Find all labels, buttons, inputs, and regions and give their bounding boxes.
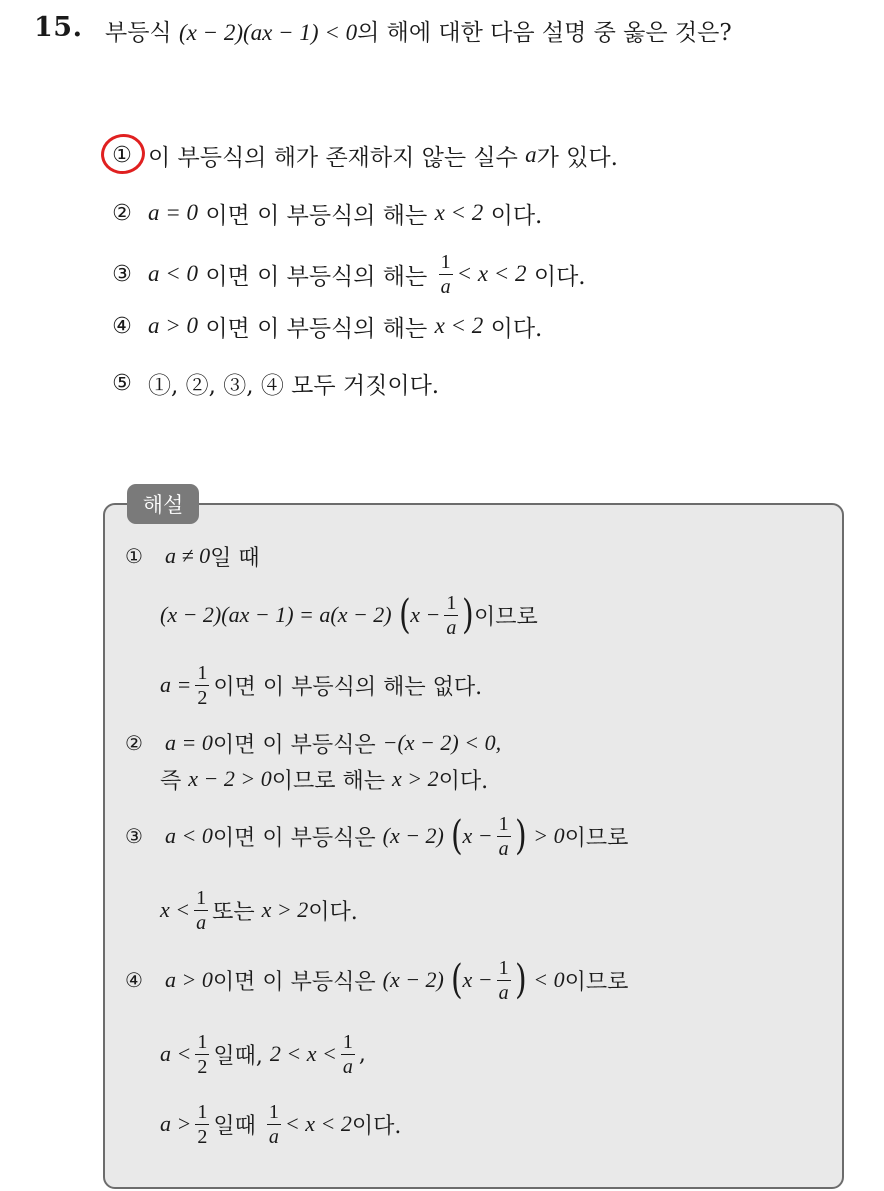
- solution-text: 이면 이 부등식은: [212, 969, 376, 995]
- solution-math: x −: [462, 967, 493, 992]
- fraction: $\frac{1}{a}$: [440, 250, 451, 298]
- question-text-before: 부등식: [105, 20, 172, 46]
- solution-math: a < 0: [165, 823, 213, 848]
- fraction: $\frac{1}{2}$: [197, 1100, 208, 1148]
- choice-math: a < 0: [148, 261, 199, 286]
- solution-1-line-3: [160, 658, 482, 712]
- solution-text: 일 때: [210, 545, 260, 571]
- solution-text: 이므로: [564, 825, 629, 851]
- solution-math: −(x − 2) < 0,: [382, 730, 502, 755]
- solution-text: 즉: [160, 768, 182, 794]
- solution-text: 일때,: [213, 1043, 263, 1069]
- choice-4[interactable]: [110, 306, 542, 346]
- choice-math: < x < 2: [456, 261, 527, 286]
- solution-4-line-3: [160, 1096, 401, 1152]
- question-text-after: 의 해에 대한 다음 설명 중 옳은 것은?: [357, 20, 732, 46]
- solution-text: 이면 이 부등식의 해는 없다.: [213, 674, 483, 700]
- solution-4-line-1: [125, 952, 628, 1008]
- question-text: [105, 14, 732, 47]
- choice-math: x < 2: [434, 200, 484, 225]
- solution-marker: ①: [125, 544, 143, 568]
- right-paren: ): [462, 592, 475, 638]
- choice-text: ①, ②, ③, ④ 모두 거짓이다.: [148, 372, 440, 399]
- solution-1-line-1: [125, 538, 260, 574]
- fraction: $\frac{1}{a}$: [498, 956, 509, 1004]
- solution-4-line-2: [160, 1026, 366, 1082]
- left-paren: (: [450, 957, 463, 1003]
- solution-math: < x < 2: [284, 1111, 352, 1136]
- solution-math: x − 2 > 0: [188, 766, 272, 791]
- solution-text: 또는: [212, 899, 255, 925]
- solution-math: > 0: [533, 823, 565, 848]
- choice-math: a: [525, 142, 537, 167]
- question-number: 15.: [34, 12, 83, 43]
- solution-text: 이므로: [564, 969, 629, 995]
- solution-marker: ③: [125, 824, 143, 848]
- choice-marker: ①: [112, 142, 132, 168]
- choice-math: x < 2: [434, 313, 484, 338]
- choice-text: 이다.: [490, 315, 543, 342]
- choice-1[interactable]: [110, 135, 618, 175]
- solution-tag: 해설: [127, 484, 199, 524]
- fraction: $\frac{1}{a}$: [342, 1030, 353, 1078]
- solution-math: a = 0: [165, 730, 213, 755]
- fraction: $\frac{1}{2}$: [197, 1030, 208, 1078]
- solution-math: x −: [462, 823, 493, 848]
- choice-text: 이다.: [490, 202, 543, 229]
- choice-text: 이면 이 부등식의 해는: [205, 315, 428, 342]
- choice-marker: ②: [112, 200, 132, 226]
- choice-text: 이다.: [533, 263, 586, 290]
- solution-text: 이다.: [351, 1113, 402, 1139]
- fraction: $\frac{1}{a}$: [196, 886, 207, 934]
- choice-text: 가 있다.: [536, 144, 618, 171]
- choice-marker: ⑤: [112, 370, 132, 396]
- fraction: $\frac{1}{a}$: [268, 1100, 279, 1148]
- solution-math: (x − 2): [382, 823, 444, 848]
- solution-math: x > 2: [392, 766, 439, 791]
- fraction: $\frac{1}{2}$: [197, 661, 208, 709]
- choice-math: a = 0: [148, 200, 199, 225]
- solution-math: (x − 2)(ax − 1) = a(x − 2): [160, 602, 392, 627]
- choice-5[interactable]: [110, 363, 439, 403]
- choice-text: 이 부등식의 해가 존재하지 않는 실수: [148, 144, 518, 171]
- solution-math: a ≠ 0: [165, 543, 211, 568]
- left-paren: (: [398, 592, 411, 638]
- solution-text: 이면 이 부등식은: [212, 825, 376, 851]
- left-paren: (: [450, 813, 463, 859]
- solution-text: 이면 이 부등식은: [212, 732, 376, 758]
- solution-1-line-2: [160, 588, 538, 642]
- choice-math: a > 0: [148, 313, 199, 338]
- solution-text: 이다.: [438, 768, 489, 794]
- fraction: $\frac{1}{a}$: [446, 591, 457, 639]
- choice-marker: ③: [112, 261, 132, 287]
- solution-math: x −: [410, 602, 441, 627]
- solution-math: x <: [160, 897, 191, 922]
- choice-text: 이면 이 부등식의 해는: [205, 263, 428, 290]
- solution-math: a =: [160, 672, 192, 697]
- solution-math: a <: [160, 1041, 192, 1066]
- solution-math: x > 2: [261, 897, 309, 922]
- fraction: $\frac{1}{a}$: [498, 812, 509, 860]
- solution-text: 일때: [213, 1113, 256, 1139]
- solution-math: a >: [160, 1111, 192, 1136]
- solution-2-line-1: [125, 726, 501, 760]
- choice-3[interactable]: [110, 249, 586, 299]
- solution-marker: ④: [125, 968, 143, 992]
- solution-math: < 0: [533, 967, 565, 992]
- solution-3-line-1: [125, 808, 628, 864]
- solution-2-line-2: [160, 762, 488, 796]
- solution-math: 2 < x <: [269, 1041, 337, 1066]
- solution-math: (x − 2): [382, 967, 444, 992]
- solution-text: ,: [358, 1041, 366, 1067]
- solution-marker: ②: [125, 731, 143, 755]
- right-paren: ): [514, 957, 527, 1003]
- solution-text: 이므로 해는: [271, 768, 385, 794]
- choice-text: 이면 이 부등식의 해는: [205, 202, 428, 229]
- choice-2[interactable]: [110, 193, 542, 233]
- solution-text: 이다.: [308, 899, 358, 925]
- choice-marker: ④: [112, 313, 132, 339]
- solution-math: a > 0: [165, 967, 213, 992]
- solution-3-line-2: [160, 882, 358, 938]
- solution-text: 이므로: [473, 604, 538, 630]
- right-paren: ): [514, 813, 527, 859]
- question-expression: (x − 2)(ax − 1) < 0: [178, 20, 358, 45]
